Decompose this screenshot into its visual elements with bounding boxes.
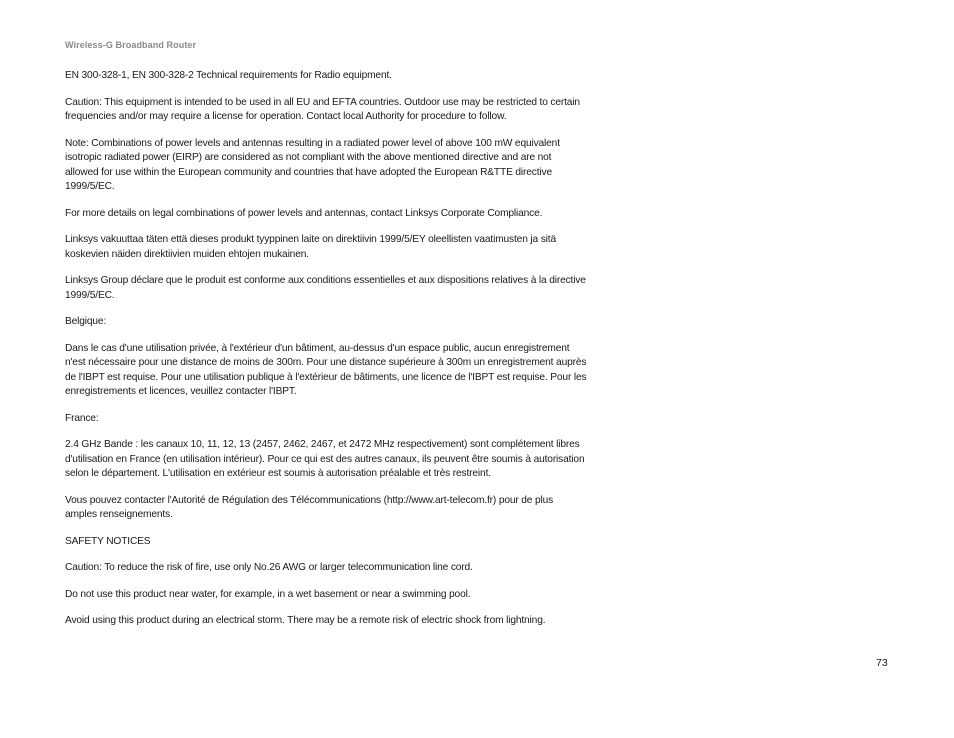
paragraph-note-power-levels: Note: Combinations of power levels and antennas resulting in a radiated power level of above 100 mW equivalent isotropic radiated power (EIRP) are considered as not compliant with the above mentioned directive and are not allowed for use within the European community and countries that have adopted the European R&TTE directive 1999/5/EC. <box>65 137 560 192</box>
document-body <box>65 69 587 641</box>
paragraph-belgique-details: Dans le cas d'une utilisation privée, à l'extérieur d'un bâtiment, au-dessus d'un espace public, aucun enregistrement n'est nécessaire pour une distance de moins de 300m. Pour une distance supérieure à 300m un enregistrement auprès de l'IBPT est requise. Pour une utilisation publique à l'extérieur de bâtiments, une licence de l'IBPT est requise. Pour les enregistrements et licences, veuillez contacter l'IBPT. <box>65 342 587 397</box>
paragraph-safety-fire: Caution: To reduce the risk of fire, use only No.26 AWG or larger telecommunication line cord. <box>65 562 473 573</box>
page-number: 73 <box>876 657 888 669</box>
paragraph-france-heading: France: <box>65 412 99 424</box>
paragraph-en-standards: EN 300-328-1, EN 300-328-2 Technical requirements for Radio equipment. <box>65 70 392 81</box>
paragraph-safety-water: Do not use this product near water, for example, in a wet basement or near a swimming pool. <box>65 588 471 600</box>
paragraph-legal-combinations: For more details on legal combinations of power levels and antennas, contact Linksys Corporate Compliance. <box>65 207 543 219</box>
paragraph-belgique-heading: Belgique: <box>65 316 107 327</box>
paragraph-safety-storm: Avoid using this product during an electrical storm. There may be a remote risk of electric shock from lightning. <box>65 615 546 626</box>
running-header: Wireless-G Broadband Router <box>65 40 197 50</box>
paragraph-caution-eu-efta: Caution: This equipment is intended to be used in all EU and EFTA countries. Outdoor use may be restricted to certain frequencies and/or may require a license for operation. Contact local Authority for procedure to follow. <box>65 96 580 122</box>
paragraph-art-telecom: Vous pouvez contacter l'Autorité de Régulation des Télécommunications (http://www.art-telecom.fr) pour de plus amples renseignements. <box>65 494 554 520</box>
paragraph-finnish-declaration: Linksys vakuuttaa täten että dieses produkt tyyppinen laite on direktiivin 1999/5/EY oleellisten vaatimusten ja sitä koskevien näiden direktiivien muiden ehtojen mukainen. <box>65 234 556 260</box>
paragraph-safety-heading: SAFETY NOTICES <box>65 535 151 547</box>
paragraph-french-declaration: Linksys Group déclare que le produit est conforme aux conditions essentielles et aux dispositions relatives à la directive 1999/5/EC. <box>65 275 586 301</box>
paragraph-france-details: 2.4 GHz Bande : les canaux 10, 11, 12, 13 (2457, 2462, 2467, et 2472 MHz respectivement) sont complétement libres d'utilisation en France (en utilisation intérieur). Pour ce qui est des autres canaux, ils peuvent être soumis à autorisation selon le département. L'utilisation en extérieur est soumis à autorisation préalable et très restreint. <box>65 439 585 479</box>
